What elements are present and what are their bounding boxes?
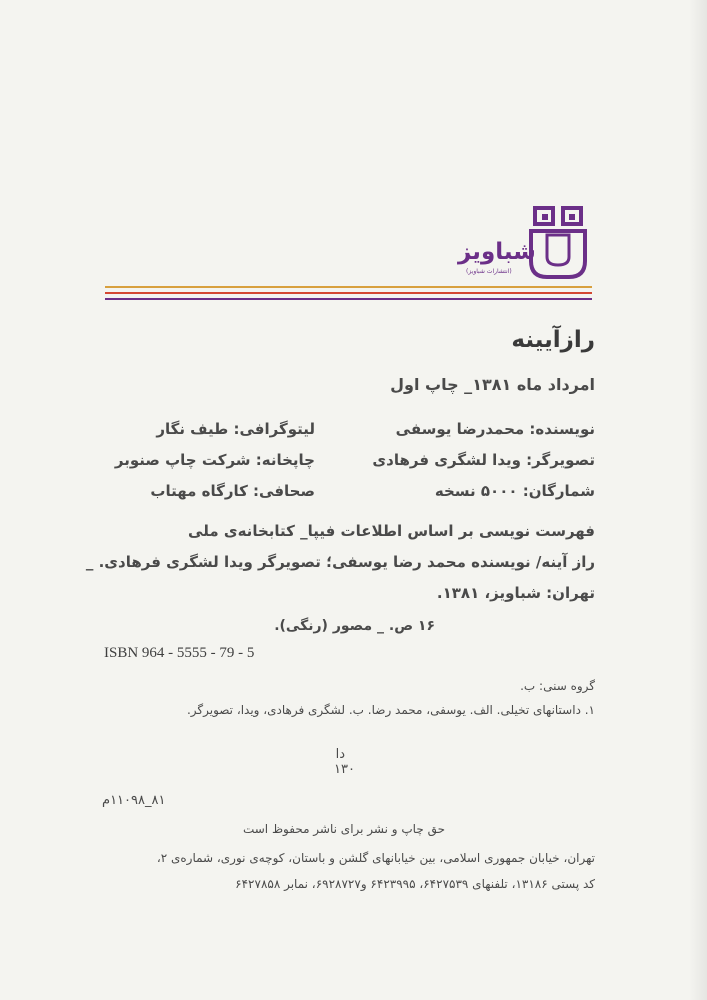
logo-subtitle: (انتشارات شباویز) (466, 268, 512, 275)
logo-wordmark: شباویز (458, 239, 536, 265)
isbn: ISBN 964 - 5555 - 79 - 5 (104, 645, 255, 661)
illustrator-credit: تصویرگر: ویدا لشگری فرهادی (372, 451, 595, 469)
binding-credit: صحافی: کارگاه مهتاب (150, 482, 315, 500)
decorative-rule-orange (105, 286, 592, 288)
cip-line-2: تهران: شباویز، ۱۳۸۱. (436, 584, 595, 602)
library-number: ۸۱_۱۱۰۹۸م (102, 793, 166, 808)
decorative-rule-red (105, 292, 592, 294)
copyright-notice: حق چاپ و نشر برای ناشر محفوظ است (242, 822, 445, 836)
cip-heading: فهرست نویسی بر اساس اطلاعات فیپا_ کتابخانه‌ی ملی (188, 522, 595, 540)
cip-line-1: راز آینه/ نویسنده محمد رضا یوسفی؛ تصویرگر ویدا لشگری فرهادی. _ (85, 553, 595, 571)
edition-line: امرداد ماه ۱۳۸۱_ چاپ اول (390, 375, 595, 394)
class-number-2: ۱۳۰ (334, 762, 355, 777)
publisher-logo (454, 205, 589, 283)
address-line-2: کد پستی ۱۳۱۸۶، تلفنهای ۶۴۲۷۵۳۹، ۶۴۲۳۹۹۵ و۶۹۲۸۷۲۷، نمابر ۶۴۲۷۸۵۸ (235, 877, 595, 891)
print-run: شمارگان: ۵۰۰۰ نسخه (434, 482, 595, 500)
class-number-1: دا (335, 747, 345, 762)
author-credit: نویسنده: محمدرضا یوسفی (395, 420, 595, 438)
printing-credit: چاپخانه: شرکت چاپ صنوبر (114, 451, 315, 469)
owl-logo-icon (527, 205, 589, 280)
cip-subjects: ۱. داستانهای تخیلی. الف. یوسفی، محمد رضا. ب. لشگری فرهادی، ویدا، تصویرگر. (186, 703, 595, 717)
decorative-rule-purple (105, 298, 592, 300)
cip-pages: ۱۶ ص. _ مصور (رنگی). (274, 618, 435, 634)
lithography-credit: لیتوگرافی: طیف نگار (156, 420, 315, 438)
book-title: رازآیینه (511, 327, 595, 353)
address-line-1: تهران، خیابان جمهوری اسلامی، بین خیابانهای گلشن و باستان، کوچه‌ی نوری، شماره‌ی ۲، (156, 851, 595, 865)
age-group: گروه سنی: ب. (520, 679, 595, 693)
